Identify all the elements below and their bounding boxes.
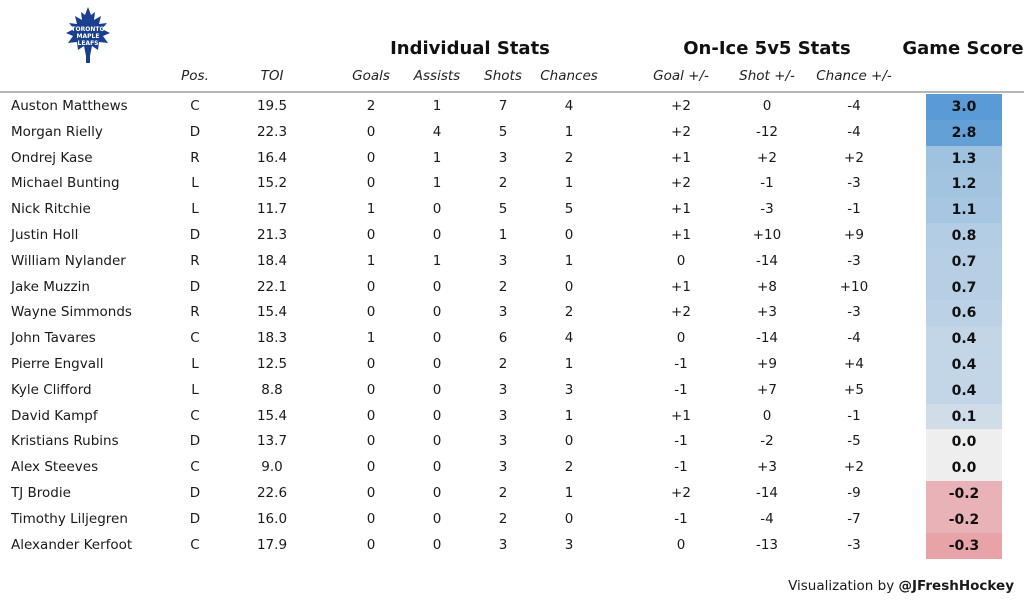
table-row bbox=[0, 120, 1024, 146]
cell-goals: 2 bbox=[366, 98, 376, 114]
cell-goal-pm: -1 bbox=[674, 510, 688, 527]
game-score-cell: -0.2 bbox=[926, 507, 1002, 533]
table-row bbox=[0, 94, 1024, 120]
cell-player-name: Jake Muzzin bbox=[11, 278, 90, 295]
cell-toi: 9.0 bbox=[261, 459, 283, 476]
cell-toi: 17.9 bbox=[256, 536, 288, 553]
cell-chance-pm: -7 bbox=[847, 510, 861, 527]
cell-chance-pm: -3 bbox=[847, 252, 861, 269]
column-header-row bbox=[0, 62, 1024, 90]
cell-chances: 0 bbox=[564, 433, 574, 450]
cell-goals: 0 bbox=[366, 227, 376, 243]
cell-goal-pm: 0 bbox=[676, 536, 686, 553]
table-row bbox=[0, 171, 1024, 197]
cell-shots: 1 bbox=[498, 227, 508, 243]
col-header-goals: Goals bbox=[352, 68, 390, 84]
cell-chances: 0 bbox=[564, 278, 574, 295]
cell-shots: 7 bbox=[498, 98, 508, 114]
cell-player-name: William Nylander bbox=[11, 252, 126, 269]
cell-player-name: Nick Ritchie bbox=[11, 201, 91, 218]
cell-shot-pm: -14 bbox=[755, 252, 779, 269]
cell-toi: 15.4 bbox=[256, 407, 288, 424]
cell-shot-pm: +10 bbox=[752, 227, 782, 243]
game-score-cell: 0.0 bbox=[926, 455, 1002, 481]
game-score-cell: 3.0 bbox=[926, 94, 1002, 120]
table-row bbox=[0, 326, 1024, 352]
col-header-shot-pm: Shot +/- bbox=[739, 68, 795, 84]
cell-pos: L bbox=[191, 356, 199, 372]
cell-assists: 1 bbox=[432, 98, 442, 114]
cell-pos: C bbox=[190, 330, 200, 347]
cell-shot-pm: -14 bbox=[755, 330, 779, 347]
cell-chance-pm: +5 bbox=[844, 381, 864, 398]
cell-shots: 3 bbox=[498, 381, 508, 398]
cell-pos: C bbox=[190, 407, 200, 424]
cell-goals: 0 bbox=[366, 356, 376, 372]
cell-shot-pm: -12 bbox=[755, 123, 779, 140]
cell-toi: 18.3 bbox=[256, 330, 288, 347]
cell-pos: D bbox=[189, 123, 201, 140]
cell-goals: 0 bbox=[366, 536, 376, 553]
cell-shots: 3 bbox=[498, 433, 508, 450]
table-row bbox=[0, 197, 1024, 223]
game-score-cell: 0.0 bbox=[926, 429, 1002, 455]
cell-goals: 1 bbox=[366, 252, 376, 269]
game-score-cell: 1.1 bbox=[926, 197, 1002, 223]
cell-goals: 0 bbox=[366, 459, 376, 476]
cell-toi: 22.1 bbox=[256, 278, 288, 295]
cell-toi: 21.3 bbox=[256, 227, 288, 243]
game-score-cell: 0.4 bbox=[926, 352, 1002, 378]
cell-chances: 1 bbox=[564, 123, 574, 140]
logo-line-2: MAPLE bbox=[76, 33, 100, 40]
game-score-cell: 0.7 bbox=[926, 275, 1002, 301]
visualization-credit bbox=[788, 578, 1014, 594]
cell-shot-pm: -13 bbox=[755, 536, 779, 553]
cell-toi: 22.6 bbox=[256, 485, 288, 501]
cell-player-name: Pierre Engvall bbox=[11, 356, 104, 372]
cell-shot-pm: -4 bbox=[760, 510, 774, 527]
cell-player-name: Ondrej Kase bbox=[11, 149, 93, 166]
cell-chances: 4 bbox=[564, 330, 574, 347]
cell-shots: 3 bbox=[498, 459, 508, 476]
game-score-cell: -0.3 bbox=[926, 533, 1002, 559]
cell-chances: 1 bbox=[564, 485, 574, 501]
col-header-chances: Chances bbox=[540, 68, 598, 84]
cell-player-name: Timothy Liljegren bbox=[11, 510, 128, 527]
cell-goals: 0 bbox=[366, 381, 376, 398]
cell-goal-pm: -1 bbox=[674, 433, 688, 450]
cell-assists: 0 bbox=[432, 485, 442, 501]
cell-chance-pm: +9 bbox=[844, 227, 864, 243]
cell-goals: 0 bbox=[366, 123, 376, 140]
cell-goal-pm: +1 bbox=[671, 278, 691, 295]
cell-assists: 0 bbox=[432, 381, 442, 398]
game-score-cell: 0.1 bbox=[926, 404, 1002, 430]
table-row bbox=[0, 533, 1024, 559]
cell-shot-pm: +9 bbox=[757, 356, 777, 372]
cell-toi: 11.7 bbox=[256, 201, 288, 218]
cell-assists: 0 bbox=[432, 433, 442, 450]
logo-line-1: TORONTO bbox=[71, 26, 105, 33]
game-score-cell: 0.4 bbox=[926, 378, 1002, 404]
cell-shot-pm: +8 bbox=[757, 278, 777, 295]
cell-shot-pm: -1 bbox=[760, 175, 774, 192]
cell-goals: 0 bbox=[366, 407, 376, 424]
cell-goals: 0 bbox=[366, 278, 376, 295]
cell-player-name: Alexander Kerfoot bbox=[11, 536, 133, 553]
cell-pos: L bbox=[191, 201, 199, 218]
cell-chances: 1 bbox=[564, 356, 574, 372]
cell-toi: 18.4 bbox=[256, 252, 288, 269]
cell-goal-pm: +2 bbox=[671, 175, 691, 192]
cell-goals: 1 bbox=[366, 330, 376, 347]
cell-chances: 1 bbox=[564, 252, 574, 269]
table-row bbox=[0, 404, 1024, 430]
cell-shot-pm: +7 bbox=[757, 381, 777, 398]
credit-handle: @JFreshHockey bbox=[898, 578, 1014, 594]
game-score-title: Game Score bbox=[902, 38, 1024, 59]
cell-shots: 2 bbox=[498, 356, 508, 372]
cell-chance-pm: -5 bbox=[847, 433, 861, 450]
cell-goal-pm: 0 bbox=[676, 330, 686, 347]
table-row bbox=[0, 300, 1024, 326]
cell-chances: 2 bbox=[564, 304, 574, 321]
cell-player-name: Morgan Rielly bbox=[11, 123, 103, 140]
cell-shots: 3 bbox=[498, 149, 508, 166]
game-score-cell: 0.7 bbox=[926, 249, 1002, 275]
cell-shots: 3 bbox=[498, 252, 508, 269]
cell-pos: R bbox=[190, 252, 200, 269]
cell-chances: 4 bbox=[564, 98, 574, 114]
cell-assists: 0 bbox=[432, 407, 442, 424]
cell-toi: 22.3 bbox=[256, 123, 288, 140]
cell-chances: 3 bbox=[564, 381, 574, 398]
cell-chances: 5 bbox=[564, 201, 574, 218]
cell-shots: 3 bbox=[498, 304, 508, 321]
col-header-chance-pm: Chance +/- bbox=[816, 68, 892, 84]
table-row bbox=[0, 223, 1024, 249]
cell-pos: D bbox=[189, 510, 201, 527]
cell-pos: L bbox=[191, 175, 199, 192]
cell-chance-pm: -3 bbox=[847, 304, 861, 321]
cell-chance-pm: -4 bbox=[847, 98, 861, 114]
cell-pos: C bbox=[190, 98, 200, 114]
cell-pos: C bbox=[190, 536, 200, 553]
table-row bbox=[0, 507, 1024, 533]
cell-chance-pm: -4 bbox=[847, 123, 861, 140]
cell-goal-pm: +1 bbox=[671, 227, 691, 243]
cell-toi: 16.0 bbox=[256, 510, 288, 527]
cell-assists: 0 bbox=[432, 278, 442, 295]
cell-shot-pm: +2 bbox=[757, 149, 777, 166]
cell-player-name: Wayne Simmonds bbox=[11, 304, 132, 321]
table-row bbox=[0, 352, 1024, 378]
cell-shot-pm: -2 bbox=[760, 433, 774, 450]
game-score-cell: 1.3 bbox=[926, 146, 1002, 172]
cell-player-name: Kyle Clifford bbox=[11, 381, 92, 398]
cell-shot-pm: 0 bbox=[762, 98, 772, 114]
individual-stats-title: Individual Stats bbox=[390, 38, 550, 59]
cell-goals: 0 bbox=[366, 149, 376, 166]
cell-player-name: Auston Matthews bbox=[11, 98, 128, 114]
cell-goals: 0 bbox=[366, 485, 376, 501]
cell-goal-pm: +2 bbox=[671, 485, 691, 501]
cell-chance-pm: -9 bbox=[847, 485, 861, 501]
table-row bbox=[0, 146, 1024, 172]
cell-shots: 3 bbox=[498, 536, 508, 553]
cell-assists: 0 bbox=[432, 201, 442, 218]
cell-toi: 8.8 bbox=[261, 381, 283, 398]
cell-toi: 15.2 bbox=[256, 175, 288, 192]
maple-leafs-logo bbox=[60, 6, 116, 64]
col-header-assists: Assists bbox=[413, 68, 461, 84]
cell-shots: 5 bbox=[498, 201, 508, 218]
cell-goals: 1 bbox=[366, 201, 376, 218]
onice-stats-title: On-Ice 5v5 Stats bbox=[683, 38, 851, 59]
cell-player-name: Michael Bunting bbox=[11, 175, 120, 192]
table-row bbox=[0, 429, 1024, 455]
cell-toi: 13.7 bbox=[256, 433, 288, 450]
cell-pos: L bbox=[191, 381, 199, 398]
cell-goals: 0 bbox=[366, 304, 376, 321]
header-divider bbox=[0, 91, 1024, 93]
cell-toi: 19.5 bbox=[256, 98, 288, 114]
credit-prefix: Visualization by bbox=[788, 578, 899, 594]
cell-shot-pm: +3 bbox=[757, 459, 777, 476]
cell-shot-pm: +3 bbox=[757, 304, 777, 321]
cell-pos: D bbox=[189, 227, 201, 243]
cell-chance-pm: +2 bbox=[844, 459, 864, 476]
cell-assists: 1 bbox=[432, 149, 442, 166]
cell-assists: 4 bbox=[432, 123, 442, 140]
cell-goal-pm: +2 bbox=[671, 98, 691, 114]
cell-chance-pm: +4 bbox=[844, 356, 864, 372]
table-row bbox=[0, 455, 1024, 481]
cell-player-name: John Tavares bbox=[11, 330, 96, 347]
game-score-cell: 0.6 bbox=[926, 300, 1002, 326]
cell-pos: D bbox=[189, 485, 201, 501]
cell-toi: 15.4 bbox=[256, 304, 288, 321]
cell-assists: 0 bbox=[432, 304, 442, 321]
cell-shot-pm: -3 bbox=[760, 201, 774, 218]
cell-assists: 0 bbox=[432, 510, 442, 527]
cell-player-name: TJ Brodie bbox=[11, 485, 71, 501]
cell-chance-pm: +2 bbox=[844, 149, 864, 166]
cell-chance-pm: -4 bbox=[847, 330, 861, 347]
cell-chances: 3 bbox=[564, 536, 574, 553]
cell-chance-pm: +10 bbox=[839, 278, 869, 295]
cell-chance-pm: -3 bbox=[847, 175, 861, 192]
cell-assists: 0 bbox=[432, 356, 442, 372]
cell-goal-pm: +2 bbox=[671, 123, 691, 140]
logo-line-3: LEAFS bbox=[77, 40, 99, 47]
cell-pos: D bbox=[189, 433, 201, 450]
game-score-cell: 0.4 bbox=[926, 326, 1002, 352]
cell-goal-pm: -1 bbox=[674, 356, 688, 372]
cell-chance-pm: -3 bbox=[847, 536, 861, 553]
cell-toi: 16.4 bbox=[256, 149, 288, 166]
cell-player-name: Alex Steeves bbox=[11, 459, 99, 476]
cell-shots: 2 bbox=[498, 485, 508, 501]
cell-shots: 2 bbox=[498, 175, 508, 192]
cell-goal-pm: +2 bbox=[671, 304, 691, 321]
cell-chances: 2 bbox=[564, 459, 574, 476]
game-score-cell: -0.2 bbox=[926, 481, 1002, 507]
cell-assists: 0 bbox=[432, 227, 442, 243]
cell-player-name: David Kampf bbox=[11, 407, 98, 424]
cell-goal-pm: +1 bbox=[671, 407, 691, 424]
game-score-cell: 1.2 bbox=[926, 171, 1002, 197]
cell-goal-pm: 0 bbox=[676, 252, 686, 269]
cell-shots: 2 bbox=[498, 278, 508, 295]
col-header-toi: TOI bbox=[260, 68, 284, 84]
cell-chances: 0 bbox=[564, 510, 574, 527]
cell-assists: 0 bbox=[432, 330, 442, 347]
cell-player-name: Kristians Rubins bbox=[11, 433, 119, 450]
col-header-goal-pm: Goal +/- bbox=[653, 68, 709, 84]
game-score-cell: 2.8 bbox=[926, 120, 1002, 146]
table-row bbox=[0, 275, 1024, 301]
cell-goal-pm: +1 bbox=[671, 149, 691, 166]
cell-goal-pm: -1 bbox=[674, 381, 688, 398]
cell-chance-pm: -1 bbox=[847, 407, 861, 424]
cell-pos: R bbox=[190, 149, 200, 166]
cell-goals: 0 bbox=[366, 510, 376, 527]
cell-shot-pm: -14 bbox=[755, 485, 779, 501]
cell-shots: 2 bbox=[498, 510, 508, 527]
cell-goal-pm: +1 bbox=[671, 201, 691, 218]
cell-assists: 0 bbox=[432, 536, 442, 553]
cell-pos: C bbox=[190, 459, 200, 476]
cell-shots: 5 bbox=[498, 123, 508, 140]
col-header-shots: Shots bbox=[484, 68, 522, 84]
table-row bbox=[0, 249, 1024, 275]
cell-chances: 1 bbox=[564, 175, 574, 192]
cell-goals: 0 bbox=[366, 433, 376, 450]
cell-chances: 0 bbox=[564, 227, 574, 243]
table-row bbox=[0, 481, 1024, 507]
cell-shot-pm: 0 bbox=[762, 407, 772, 424]
col-header-pos: Pos. bbox=[181, 68, 209, 84]
cell-pos: D bbox=[189, 278, 201, 295]
cell-goal-pm: -1 bbox=[674, 459, 688, 476]
table-row bbox=[0, 378, 1024, 404]
game-score-cell: 0.8 bbox=[926, 223, 1002, 249]
cell-chances: 1 bbox=[564, 407, 574, 424]
cell-chances: 2 bbox=[564, 149, 574, 166]
cell-pos: R bbox=[190, 304, 200, 321]
cell-shots: 3 bbox=[498, 407, 508, 424]
cell-assists: 1 bbox=[432, 252, 442, 269]
cell-assists: 1 bbox=[432, 175, 442, 192]
cell-goals: 0 bbox=[366, 175, 376, 192]
cell-shots: 6 bbox=[498, 330, 508, 347]
cell-toi: 12.5 bbox=[256, 356, 288, 372]
cell-player-name: Justin Holl bbox=[11, 227, 79, 243]
cell-assists: 0 bbox=[432, 459, 442, 476]
cell-chance-pm: -1 bbox=[847, 201, 861, 218]
